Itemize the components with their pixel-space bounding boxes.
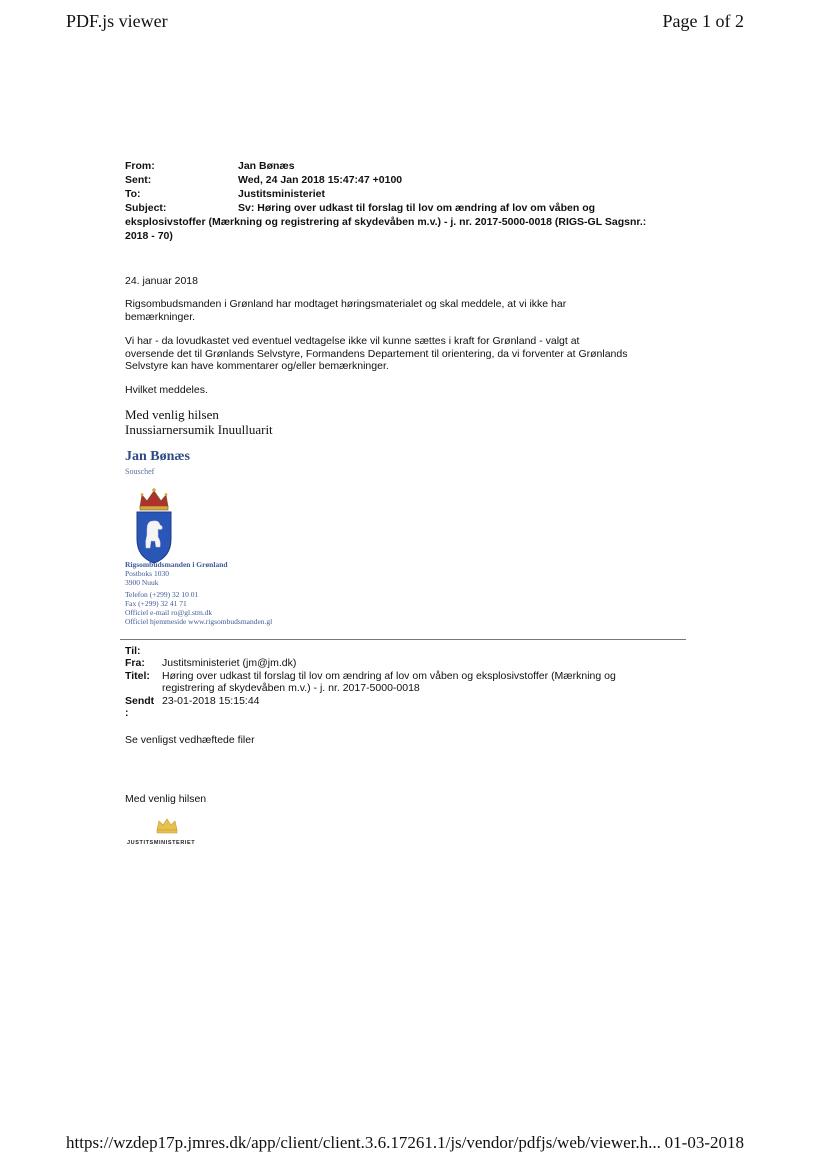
from-label: From:: [125, 160, 155, 172]
titel-line-2: registrering af skydevåben m.v.) - j. nr. 2017-5000-0018: [162, 682, 420, 694]
subject-line-3: 2018 - 70): [125, 230, 173, 242]
titel-label: Titel:: [125, 670, 150, 682]
viewer-title: PDF.js viewer: [66, 11, 168, 31]
greeting: Med venlig hilsen Inussiarnersumik Inuulluarit: [125, 407, 273, 437]
subject-line-2: eksplosivstoffer (Mærkning og registrering af skydevåben m.v.) - j. nr. 2017-5000-0018 (RIGS-GL Sagsnr.:: [125, 216, 647, 228]
fra-value: Justitsministeriet (jm@jm.dk): [162, 657, 297, 669]
signature-name: Jan Bønæs: [125, 449, 190, 464]
signature-phone: Telefon (+299) 32 10 01: [125, 590, 199, 599]
body-paragraph-3: Hvilket meddeles.: [125, 384, 208, 396]
signature-email[interactable]: Officiel e-mail ro@gl.stm.dk: [125, 608, 213, 617]
page-indicator: Page 1 of 2: [662, 11, 744, 31]
forwarded-closing: Med venlig hilsen: [125, 793, 207, 805]
body-paragraph-1: Rigsombudsmanden i Grønland har modtaget høringsmaterialet og skal meddele, at vi ikke har bemærkninger.: [125, 298, 567, 323]
sendt-value: 23-01-2018 15:15:44: [162, 695, 260, 707]
body-paragraph-2: Vi har - da lovudkastet ved eventuel vedtagelse ikke vil kunne sættes i kraft for Grønland - valgt at oversende det til Grønlands Selvstyre, Formandens Departement til orientering, da vi forventer at Grønlands Selvstyre kan have kommentarer og/eller bemærkninger.: [125, 335, 628, 372]
fra-label: Fra:: [125, 657, 145, 669]
forwarded-body: Se venligst vedhæftede filer: [125, 734, 255, 746]
body-date: 24. januar 2018: [125, 275, 198, 287]
sendt-colon: :: [125, 707, 129, 719]
from-value: Jan Bønæs: [238, 160, 295, 172]
subject-line-1: Sv: Høring over udkast til forslag til lov om ændring af lov om våben og: [238, 202, 596, 214]
to-value: Justitsministeriet: [238, 188, 325, 200]
signature-city: 3900 Nuuk: [125, 578, 159, 587]
jm-logo-text: JUSTITSMINISTERIET: [127, 840, 196, 846]
footer-url: https://wzdep17p.jmres.dk/app/client/client.3.6.17261.1/js/vendor/pdfjs/web/viewer.h...: [66, 1133, 661, 1152]
sendt-label: Sendt: [125, 695, 155, 707]
signature-website[interactable]: Officiel hjemmeside www.rigsombudsmanden.gl: [125, 617, 273, 626]
signature-title: Souschef: [125, 467, 155, 476]
justitsministeriet-logo-icon: [127, 818, 217, 848]
signature-postbox: Postboks 1030: [125, 569, 169, 578]
titel-line-1: Høring over udkast til forslag til lov om ændring af lov om våben og eksplosivstoffer (Mærkning og: [162, 670, 616, 682]
footer-date: 01-03-2018: [664, 1133, 744, 1152]
sent-label: Sent:: [125, 174, 152, 186]
signature-fax: Fax (+299) 32 41 71: [125, 599, 187, 608]
signature-org: Rigsombudsmanden i Grønland: [125, 560, 228, 569]
greenland-crest-icon: [133, 485, 175, 565]
sent-value: Wed, 24 Jan 2018 15:47:47 +0100: [238, 174, 403, 186]
til-label: Til:: [125, 645, 141, 657]
divider: [120, 639, 686, 640]
to-label: To:: [125, 188, 141, 200]
subject-label: Subject:: [125, 202, 167, 214]
